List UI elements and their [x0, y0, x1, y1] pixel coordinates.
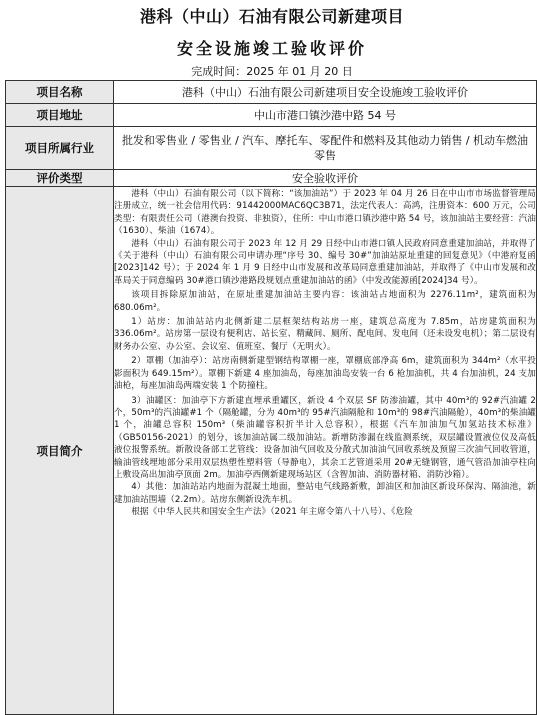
- completion-date: 完成时间：2025 年 01 月 20 日: [191, 65, 353, 78]
- row-label-project-name: 项目名称: [6, 81, 114, 104]
- summary-paragraph: 根据《中华人民共和国安全生产法》（2021 年主席令第八十八号）、《危险: [131, 507, 413, 518]
- row-value-project-address: 中山市港口镇沙港中路 54 号: [114, 104, 537, 127]
- summary-paragraph: 1）站房：加油站站内北侧新建二层框架结构站房一座，建筑总高度为 7.85m，站房建筑面积为 336.06m²。站房第一层设有便利店、站长室、精藏间、厕所、配电间、发电间（还未设发电机）；第二层设有财务办公室、办公室、会议室、值班室、餐厅（无明火）。: [114, 317, 536, 352]
- row-value-project-name: 港科（中山）石油有限公司新建项目安全设施竣工验收评价: [114, 81, 537, 104]
- project-summary-cell: [114, 187, 537, 715]
- summary-paragraph: 2）罩棚（加油亭）：站房南侧新建型钢结构罩棚一座，罩棚底部净高 6m，建筑面积为 344m²（水平投影面积为 649.15m²）。罩棚下新建 4 座加油岛，每座加油岛安装一台 6 枪加油机，共 4 台加油机，24 支加油枪，每座加油岛两端安装 1 个防撞柱。: [114, 356, 536, 392]
- project-info-table: [5, 80, 537, 715]
- row-value-evaluation-type: 安全验收评价: [114, 170, 537, 187]
- row-label-project-address: 项目地址: [6, 104, 114, 127]
- row-label-industry: 项目所属行业: [6, 127, 114, 170]
- summary-paragraph: 港科（中山）石油有限公司于 2023 年 12 月 29 日经中山市港口镇人民政府同意重建加油站，并取得了《关于港科（中山）石油有限公司申请办理“序号 30、编号 30#”加油站原址重建的回复意见》（中港府复函[2023]142 号）；于 2024 年 1 月 9 日经中山市发展和改革局同意重建加油站，并取得了《中山市发展和改革局关于同意编码 30#港口镇沙港路段规划点重建加油站的函》（中发改能源函[2024]34 号）。: [114, 238, 536, 286]
- document-title-line2: 安全设施竣工验收评价: [176, 39, 367, 58]
- table-row: [6, 81, 537, 104]
- project-summary-text: [114, 188, 536, 713]
- row-label-summary: 项目简介: [6, 187, 114, 715]
- table-row: [6, 187, 537, 715]
- row-value-industry: 批发和零售业 / 零售业 / 汽车、摩托车、零配件和燃料及其他动力销售 / 机动车燃油零售: [114, 127, 537, 170]
- table-row: [6, 127, 537, 170]
- table-row: [6, 170, 537, 187]
- summary-paragraph: 该项目拆除原加油站，在原址重建加油站主要内容：该油站占地面积为 2276.11m²，建筑面积为 680.06m²。: [114, 290, 536, 313]
- summary-paragraph: 港科（中山）石油有限公司（以下简称：“该加油站”）于 2023 年 04 月 26 日在中山市市场监督管理局注册成立，统一社会信用代码：91442000MAC6QC3B71，法定代表人：高鸿，注册资本：600 万元，公司类型：有限责任公司（港澳台投资、非独资），住所：中山市港口镇沙港中路 54 号，该加油站主要经营：汽油（1630）、柴油（1674）。: [114, 189, 536, 237]
- summary-paragraph: 3）油罐区：加油亭下方新建直埋承重罐区，新设 4 个双层 SF 防渗油罐，其中 40m³的 92#汽油罐 2 个，50m³的汽油罐#1 个（隔舱罐，分为 40m³的 95#汽油隔舱和 10m³的 98#汽油隔舱），40m³的柴油罐 1 个，油罐总容积 150m³（柴油罐容积折半计入总容积），根据《汽车加油加气加氢站技术标准》（GB50156-2021）的划分，该加油站属二级加油站。新增防渗漏在线监测系统，双层罐设置液位仪及高低液位报警系统。新散设备部工艺管线：设备加油气回收及分散式加油油气回收系统及预留三次油气回收管道，输油管线埋地部分采用双层热塑性塑料管（导静电），其余工艺管道采用 20#无缝钢管，通气管沿加油亭柱向上敷设高出加油亭顶面 2m。加油亭西侧新建现场站区（含智加油、消防器材箱、消防沙箱）。: [114, 395, 536, 480]
- row-label-evaluation-type: 评价类型: [6, 170, 114, 187]
- document-title-line1: 港科（中山）石油有限公司新建项目: [139, 7, 404, 26]
- table-row: [6, 104, 537, 127]
- summary-paragraph: 4）其他：加油站站内地面为混凝土地面，整站电气线路新敷，卸油区和加油区新设环保沟、隔油池，新建加油站围墙（2.2m）。站房东侧新设洗车机。: [114, 482, 536, 505]
